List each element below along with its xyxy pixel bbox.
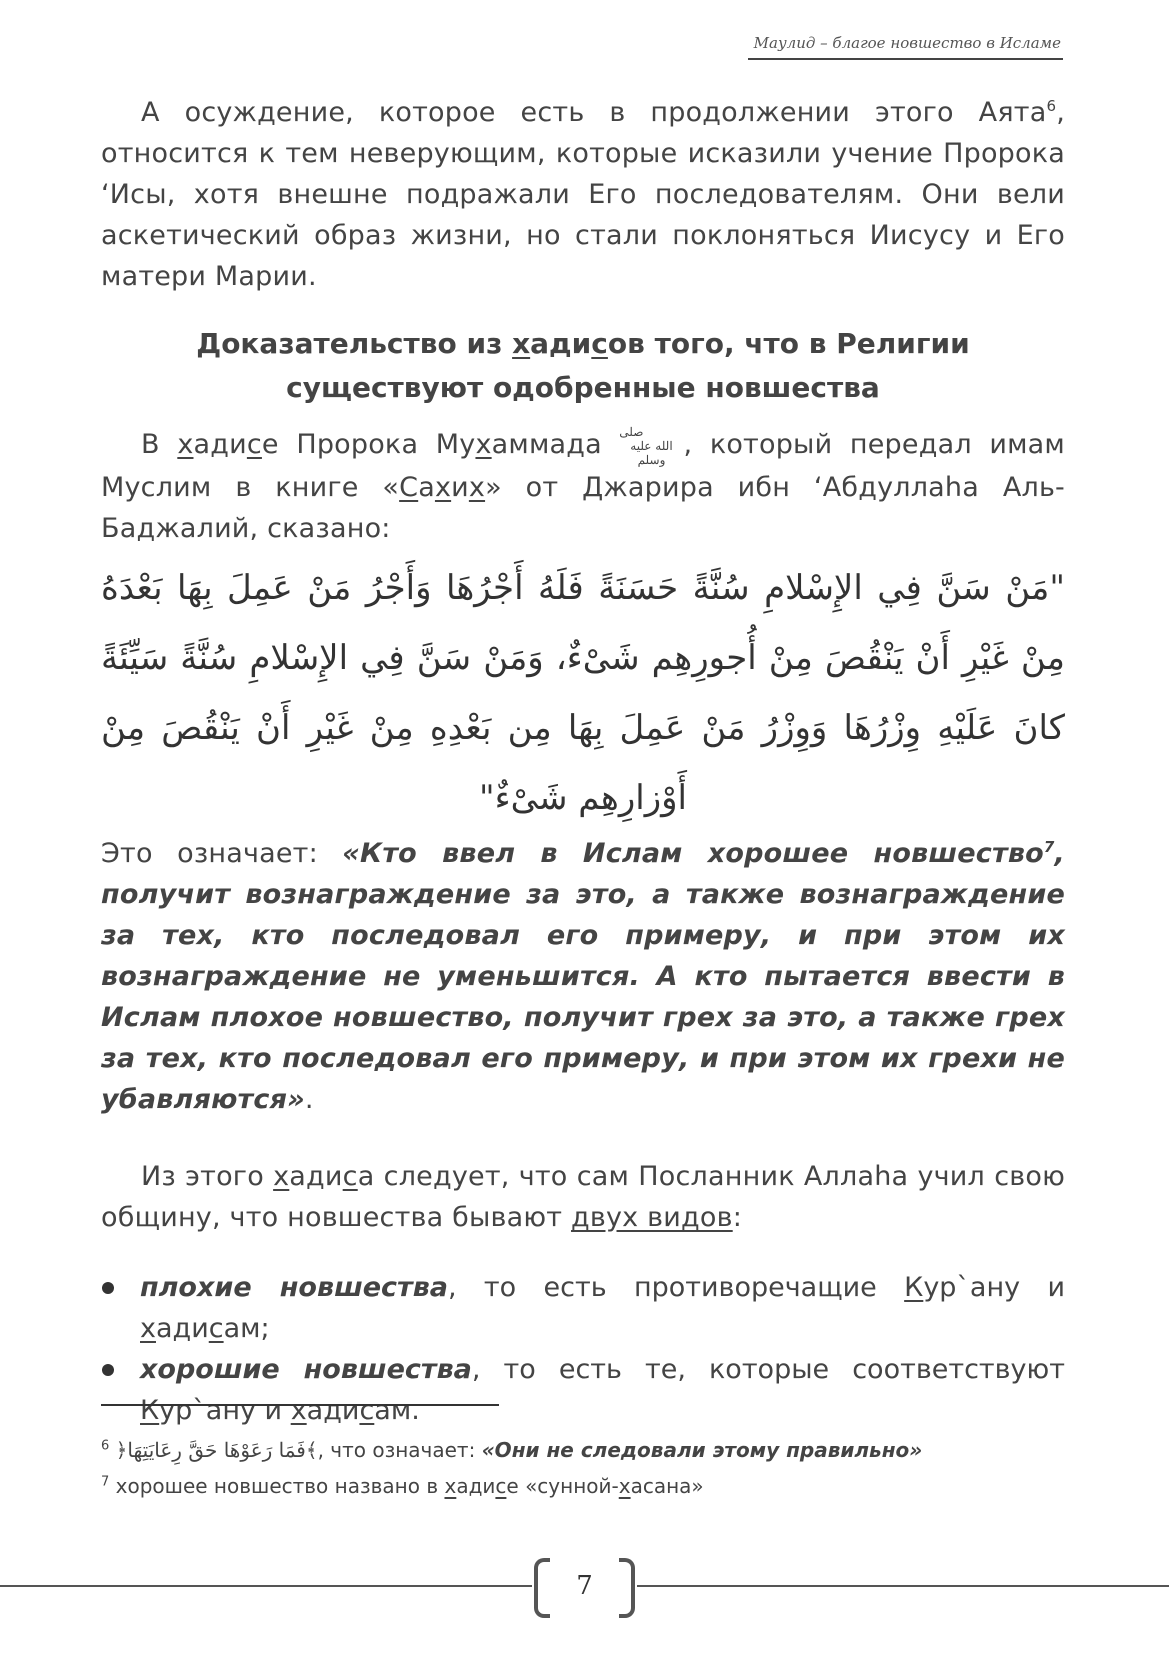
list-item-bad-innovations: плохие новшества, то есть противоречащие Кур`ану и хадисам; (101, 1267, 1065, 1349)
footnote-ref-6[interactable]: 6 (1046, 97, 1057, 115)
footnotes (101, 1432, 1065, 1504)
list-item-good-innovations: хорошие новшества, то есть те, которые соответствуют Кур`ану и хадисам. (101, 1349, 1065, 1431)
footnote-7: $^7$ хорошее новшество названо в хадисе «сунной-хасана» (101, 1474, 704, 1498)
section-heading: Доказательство из хадисов того, что в Религии существуют одобренные новшества (196, 327, 970, 404)
paragraph-two-kinds: Из этого хадиса следует, что сам Посланник Аллаhа учил свою общину, что новшества бывают двух видов: (101, 1160, 1065, 1233)
salawat-ligature: صلى الله عليه وسلم (619, 424, 673, 467)
paragraph-hadith-translation: Это означает: «Кто ввел в Ислам хорошее новшество$^7$, получит вознаграждение за это, а также вознаграждение за тех, кто последовал его примеру, и при этом их вознаграждение не уменьшится. А кто пытается ввести в Ислам плохое новшество, получит грех за это, а также грех за тех, кто последовал его примеру, и при этом их грехи не убавляются». (101, 837, 1065, 1115)
page-content (101, 92, 1065, 1431)
running-header: Маулид – благое новшество в Исламе (748, 34, 1063, 60)
footnote-ref-7[interactable]: 7 (1043, 837, 1055, 856)
footnote-arabic-quote: ﴿فَمَا رَعَوْهَا حَقَّ رِعَايَتِهَا﴾ (115, 1438, 318, 1462)
paragraph-ayah-condemnation: А осуждение, которое есть в продолжении этого Аята$^6$, относится к тем неверующим, которые исказили учение Пророка ‘Исы, хотя внешне подражали Его последователям. Они вели аскетический образ жизни, но стали поклоняться Иисусу и Его матери Марии. (101, 97, 1065, 292)
hadith-arabic-text: "مَنْ سَنَّ فِي الإِسْلامِ سُنَّةً حَسَنَةً فَلَهُ أَجْرُهَا وَأَجْرُ مَنْ عَمِلَ بِهَا بَعْدَهُ مِنْ غَيْرِ أَنْ يَنْقُصَ مِنْ أُجورِهِم شَىْءٌ، وَمَنْ سَنَّ فِي الإِسْلامِ سُنَّةً سَيِّئَةً كانَ عَلَيْهِ وِزْرُهَا وَوِزْرُ مَنْ عَمِلَ بِهَا مِن بَعْدِهِ مِنْ غَيْرِ أَنْ يَنْقُصَ مِنْ أَوْزارِهِم شَىْءٌ" (101, 567, 1065, 818)
footnote-divider (101, 1404, 499, 1406)
footer-rule-right (637, 1585, 1169, 1587)
footnote-6: $^6$ ﴿فَمَا رَعَوْهَا حَقَّ رِعَايَتِهَا﴾, что означает: «Они не следовали этому правильно» (101, 1438, 923, 1462)
paragraph-hadith-intro: В хадисе Пророка Мухаммада صلى الله عليه وسلم , который передал имам Муслим в книге «Сахих» от Джарира ибн ‘Абдуллаhа Аль-Баджалий, сказано: (101, 424, 1066, 544)
footer-rule-left (0, 1585, 532, 1587)
page-number: 7 (532, 1558, 637, 1614)
